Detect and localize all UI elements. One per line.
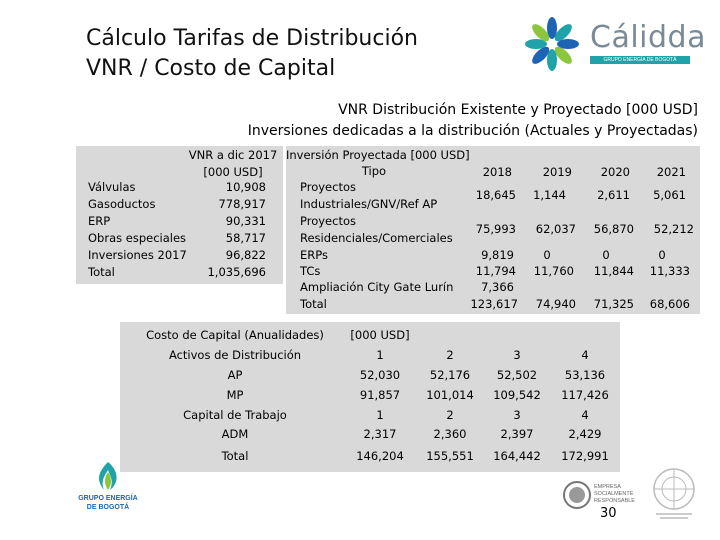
proj-value: 1,144 (533, 188, 566, 202)
proj-value: 9,819 (481, 248, 514, 262)
subtitle-line-1: VNR Distribución Existente y Proyectado [000 USD] (338, 102, 698, 118)
proj-value: 0 (543, 248, 551, 262)
page-number: 30 (600, 506, 617, 521)
year-header: 2018 (482, 165, 512, 179)
capital-row-label: Activos de Distribución (168, 348, 302, 362)
capital-value: 52,502 (496, 368, 538, 382)
proj-tipo: ERPs (300, 248, 328, 262)
vnr-row-label: Inversiones 2017 (88, 248, 187, 262)
vnr-row-label: Válvulas (88, 180, 136, 194)
proj-value: 7,366 (481, 280, 514, 294)
flower-icon (522, 14, 586, 74)
geb-line-2: DE BOGOTÁ (86, 504, 130, 511)
capital-row-label: Capital de Trabajo (183, 408, 287, 422)
capital-value: 52,030 (359, 368, 401, 382)
vnr-row-value: 58,717 (225, 231, 266, 245)
proj-value: 56,870 (593, 222, 634, 236)
vnr-row-value: 10,908 (225, 180, 266, 194)
proj-value: 71,325 (593, 297, 634, 311)
proj-value: 0 (602, 248, 610, 262)
title-line-1: Cálculo Tarifas de Distribución (86, 26, 418, 51)
capital-value: 4 (581, 408, 589, 422)
proj-tipo: Proyectos (300, 180, 356, 194)
proj-value: 11,794 (475, 264, 516, 278)
capital-value: 1 (376, 348, 384, 362)
proj-value: 5,061 (653, 188, 686, 202)
capital-value: 2,397 (500, 427, 534, 441)
proj-value: 11,844 (593, 264, 634, 278)
esr-logo (560, 466, 635, 521)
proj-value: 74,940 (535, 297, 576, 311)
capital-row-label: MP (226, 388, 244, 402)
capital-value: 146,204 (356, 449, 404, 463)
capital-value: 2 (446, 408, 454, 422)
capital-value: 52,176 (429, 368, 471, 382)
page-title (86, 24, 418, 84)
capital-value: 1 (376, 408, 384, 422)
capital-value: 53,136 (564, 368, 606, 382)
globe-icon (648, 465, 700, 521)
year-header: 2020 (600, 165, 630, 179)
vnr-row-label: ERP (88, 214, 111, 228)
geb-line-1: GRUPO ENERGÍA (78, 495, 138, 502)
vnr-row-label: Gasoductos (88, 197, 156, 211)
capital-value: 155,551 (426, 449, 474, 463)
proj-header-tipo: Tipo (361, 164, 387, 178)
vnr-row-label: Obras especiales (88, 231, 187, 245)
capital-value: 2,360 (433, 427, 467, 441)
proj-value: 0 (658, 248, 666, 262)
vnr-header-1: VNR a dic 2017 (188, 148, 278, 162)
brand-name: Cálidda (590, 20, 706, 55)
brand-tagline: GRUPO ENERGÍA DE BOGOTÁ (590, 56, 690, 64)
capital-title: Costo de Capital (Anualidades) (146, 328, 324, 342)
proj-tipo: Residenciales/Comerciales (300, 231, 453, 245)
proj-tipo: Total (300, 297, 327, 311)
esr-text: EMPRESA SOCIALMENTE RESPONSABLE (594, 484, 635, 504)
flame-icon (74, 460, 142, 494)
proj-value: 2,611 (597, 188, 630, 202)
vnr-row-value: 96,822 (225, 248, 266, 262)
proj-value: 123,617 (470, 297, 518, 311)
proj-value: 52,212 (653, 222, 694, 236)
subtitle-line-2: Inversiones dedicadas a la distribución (Actuales y Proyectadas) (247, 123, 698, 139)
year-header: 2021 (656, 165, 686, 179)
proj-value: 75,993 (475, 222, 516, 236)
vnr-row-label: Total (88, 265, 115, 279)
capital-value: 109,542 (493, 388, 541, 402)
proj-value: 68,606 (649, 297, 690, 311)
proj-tipo: TCs (300, 264, 321, 278)
proj-value: 11,333 (649, 264, 690, 278)
esr-badge-icon (562, 480, 592, 510)
capital-value: 2 (446, 348, 454, 362)
capital-value: 2,429 (568, 427, 602, 441)
capital-value: 4 (581, 348, 589, 362)
vnr-row-value: 778,917 (218, 197, 266, 211)
capital-value: 164,442 (493, 449, 541, 463)
proj-tipo: Ampliación City Gate Lurín (300, 280, 454, 294)
projected-investment-table (286, 146, 700, 314)
calidda-logo (522, 14, 706, 74)
proj-value: 11,760 (533, 264, 574, 278)
capital-cost-table (120, 322, 620, 472)
capital-row-label: Total (221, 449, 249, 463)
capital-value: 2,317 (363, 427, 397, 441)
global-compact-logo (648, 465, 700, 521)
capital-unit: [000 USD] (350, 328, 410, 342)
proj-tipo: Proyectos (300, 214, 356, 228)
proj-value: 18,645 (475, 188, 516, 202)
proj-tipo: Industriales/GNV/Ref AP (300, 197, 438, 211)
proj-value: 62,037 (535, 222, 576, 236)
capital-value: 91,857 (359, 388, 401, 402)
capital-row-label: AP (227, 368, 243, 382)
vnr-header-2: [000 USD] (203, 165, 263, 179)
capital-value: 117,426 (561, 388, 609, 402)
capital-value: 172,991 (561, 449, 609, 463)
capital-value: 3 (513, 408, 521, 422)
vnr-row-value: 90,331 (225, 214, 266, 228)
capital-value: 3 (513, 348, 521, 362)
capital-value: 101,014 (426, 388, 474, 402)
vnr-table (76, 146, 283, 284)
title-line-2: VNR / Costo de Capital (86, 56, 336, 81)
geb-logo (74, 460, 142, 518)
proj-header-top: Inversión Proyectada [000 USD] (286, 148, 470, 162)
capital-row-label: ADM (221, 427, 249, 441)
vnr-row-value: 1,035,696 (207, 265, 266, 279)
year-header: 2019 (542, 165, 572, 179)
